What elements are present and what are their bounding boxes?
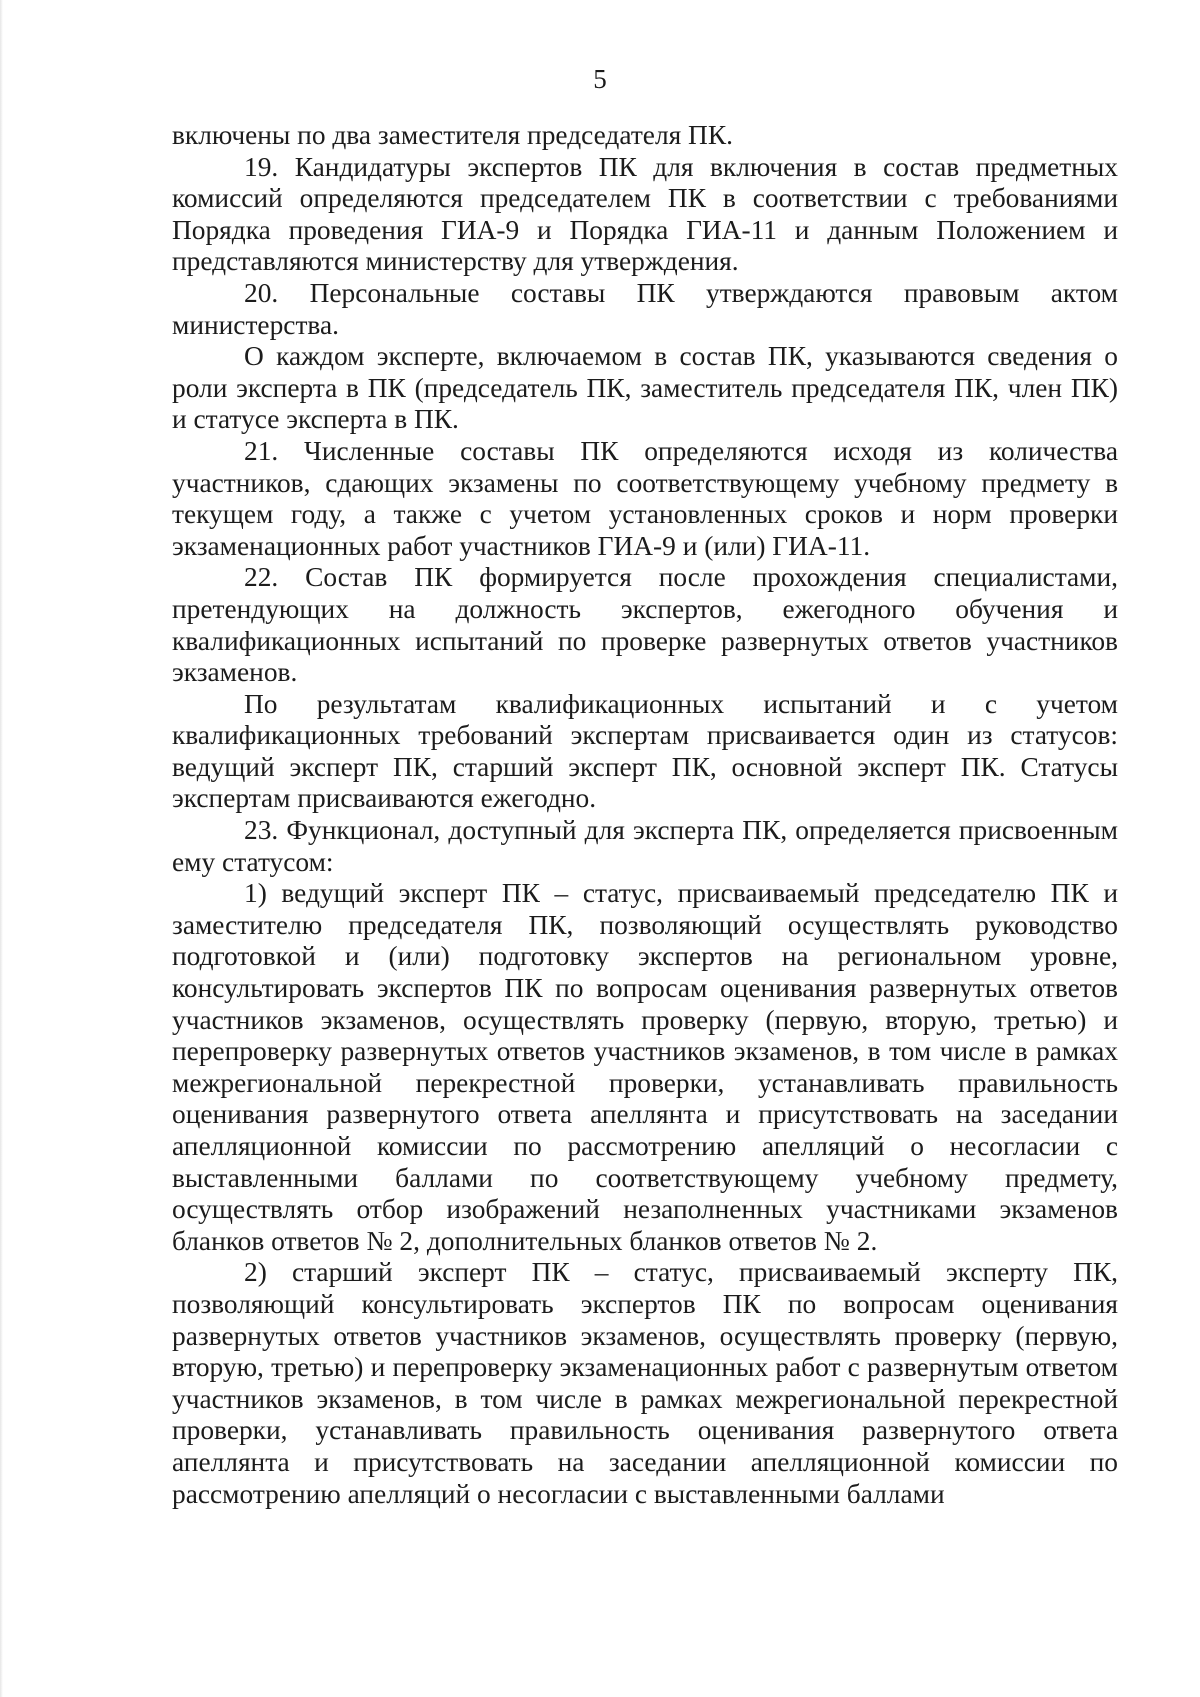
page-number: 5 — [593, 64, 607, 94]
paragraph-item-19: 19. Кандидатуры экспертов ПК для включения в состав предметных комиссий определяются председателем ПК в соответствии с требованиями Порядка проведения ГИА-9 и Порядка ГИА-11 и данным Положением и представляются министерству для утверждения. — [172, 151, 1118, 277]
paragraph-item-23: 23. Функционал, доступный для эксперта ПК, определяется присвоенным ему статусом: — [172, 815, 1118, 877]
paragraph-lead-expert: 1) ведущий эксперт ПК – статус, присваиваемый председателю ПК и заместителю председателя ПК, позволяющий осуществлять руководство подготовкой и (или) подготовку экспертов на региональном уровне, консультировать экспертов ПК по вопросам оценивания развернутых ответов участников экзаменов, осуществлять проверку (первую, вторую, третью) и перепроверку развернутых ответов участников экзаменов, в том числе в рамках межрегиональной перекрестной проверки, устанавливать правильность оценивания развернутого ответа апеллянта и присутствовать на заседании апелляционной комиссии по рассмотрению апелляций о несогласии с выставленными баллами по соответствующему учебному предмету, осуществлять отбор изображений незаполненных участниками экзаменов бланков ответов № 2, дополнительных бланков ответов № 2. — [172, 878, 1118, 1256]
paragraph-senior-expert: 2) старший эксперт ПК – статус, присваиваемый эксперту ПК, позволяющий консультировать экспертов ПК по вопросам оценивания развернутых ответов участников экзаменов, осуществлять проверку (первую, вторую, третью) и перепроверку экзаменационных работ с развернутым ответом участников экзаменов, в том числе в рамках межрегиональной перекрестной проверки, устанавливать правильность оценивания развернутого ответа апеллянта и присутствовать на заседании апелляционной комиссии по рассмотрению апелляций о несогласии с выставленными баллами — [172, 1257, 1118, 1509]
paragraph-statuses: По результатам квалификационных испытаний и с учетом квалификационных требований экспертам присваивается один из статусов: ведущий эксперт ПК, старший эксперт ПК, основной эксперт ПК. Статусы экспертам присваиваются ежегодно. — [172, 688, 1118, 814]
paragraph-expert-info: О каждом эксперте, включаемом в состав ПК, указываются сведения о роли эксперта в ПК (председатель ПК, заместитель председателя ПК, член ПК) и статусе эксперта в ПК. — [172, 341, 1118, 435]
scan-edge-shadow — [0, 0, 3, 1697]
document-body — [172, 120, 1118, 1510]
paragraph-continuation: включены по два заместителя председателя ПК. — [172, 120, 733, 150]
paragraph-item-22: 22. Состав ПК формируется после прохождения специалистами, претендующих на должность экспертов, ежегодного обучения и квалификационных испытаний по проверке развернутых ответов участников экзаменов. — [172, 562, 1118, 688]
paragraph-item-20: 20. Персональные составы ПК утверждаются правовым актом министерства. — [172, 277, 1118, 340]
paragraph-item-21: 21. Численные составы ПК определяются исходя из количества участников, сдающих экзамены по соответствующему учебному предмету в текущем году, а также с учетом установленных сроков и норм проверки экзаменационных работ участников ГИА-9 и (или) ГИА-11. — [172, 435, 1118, 561]
